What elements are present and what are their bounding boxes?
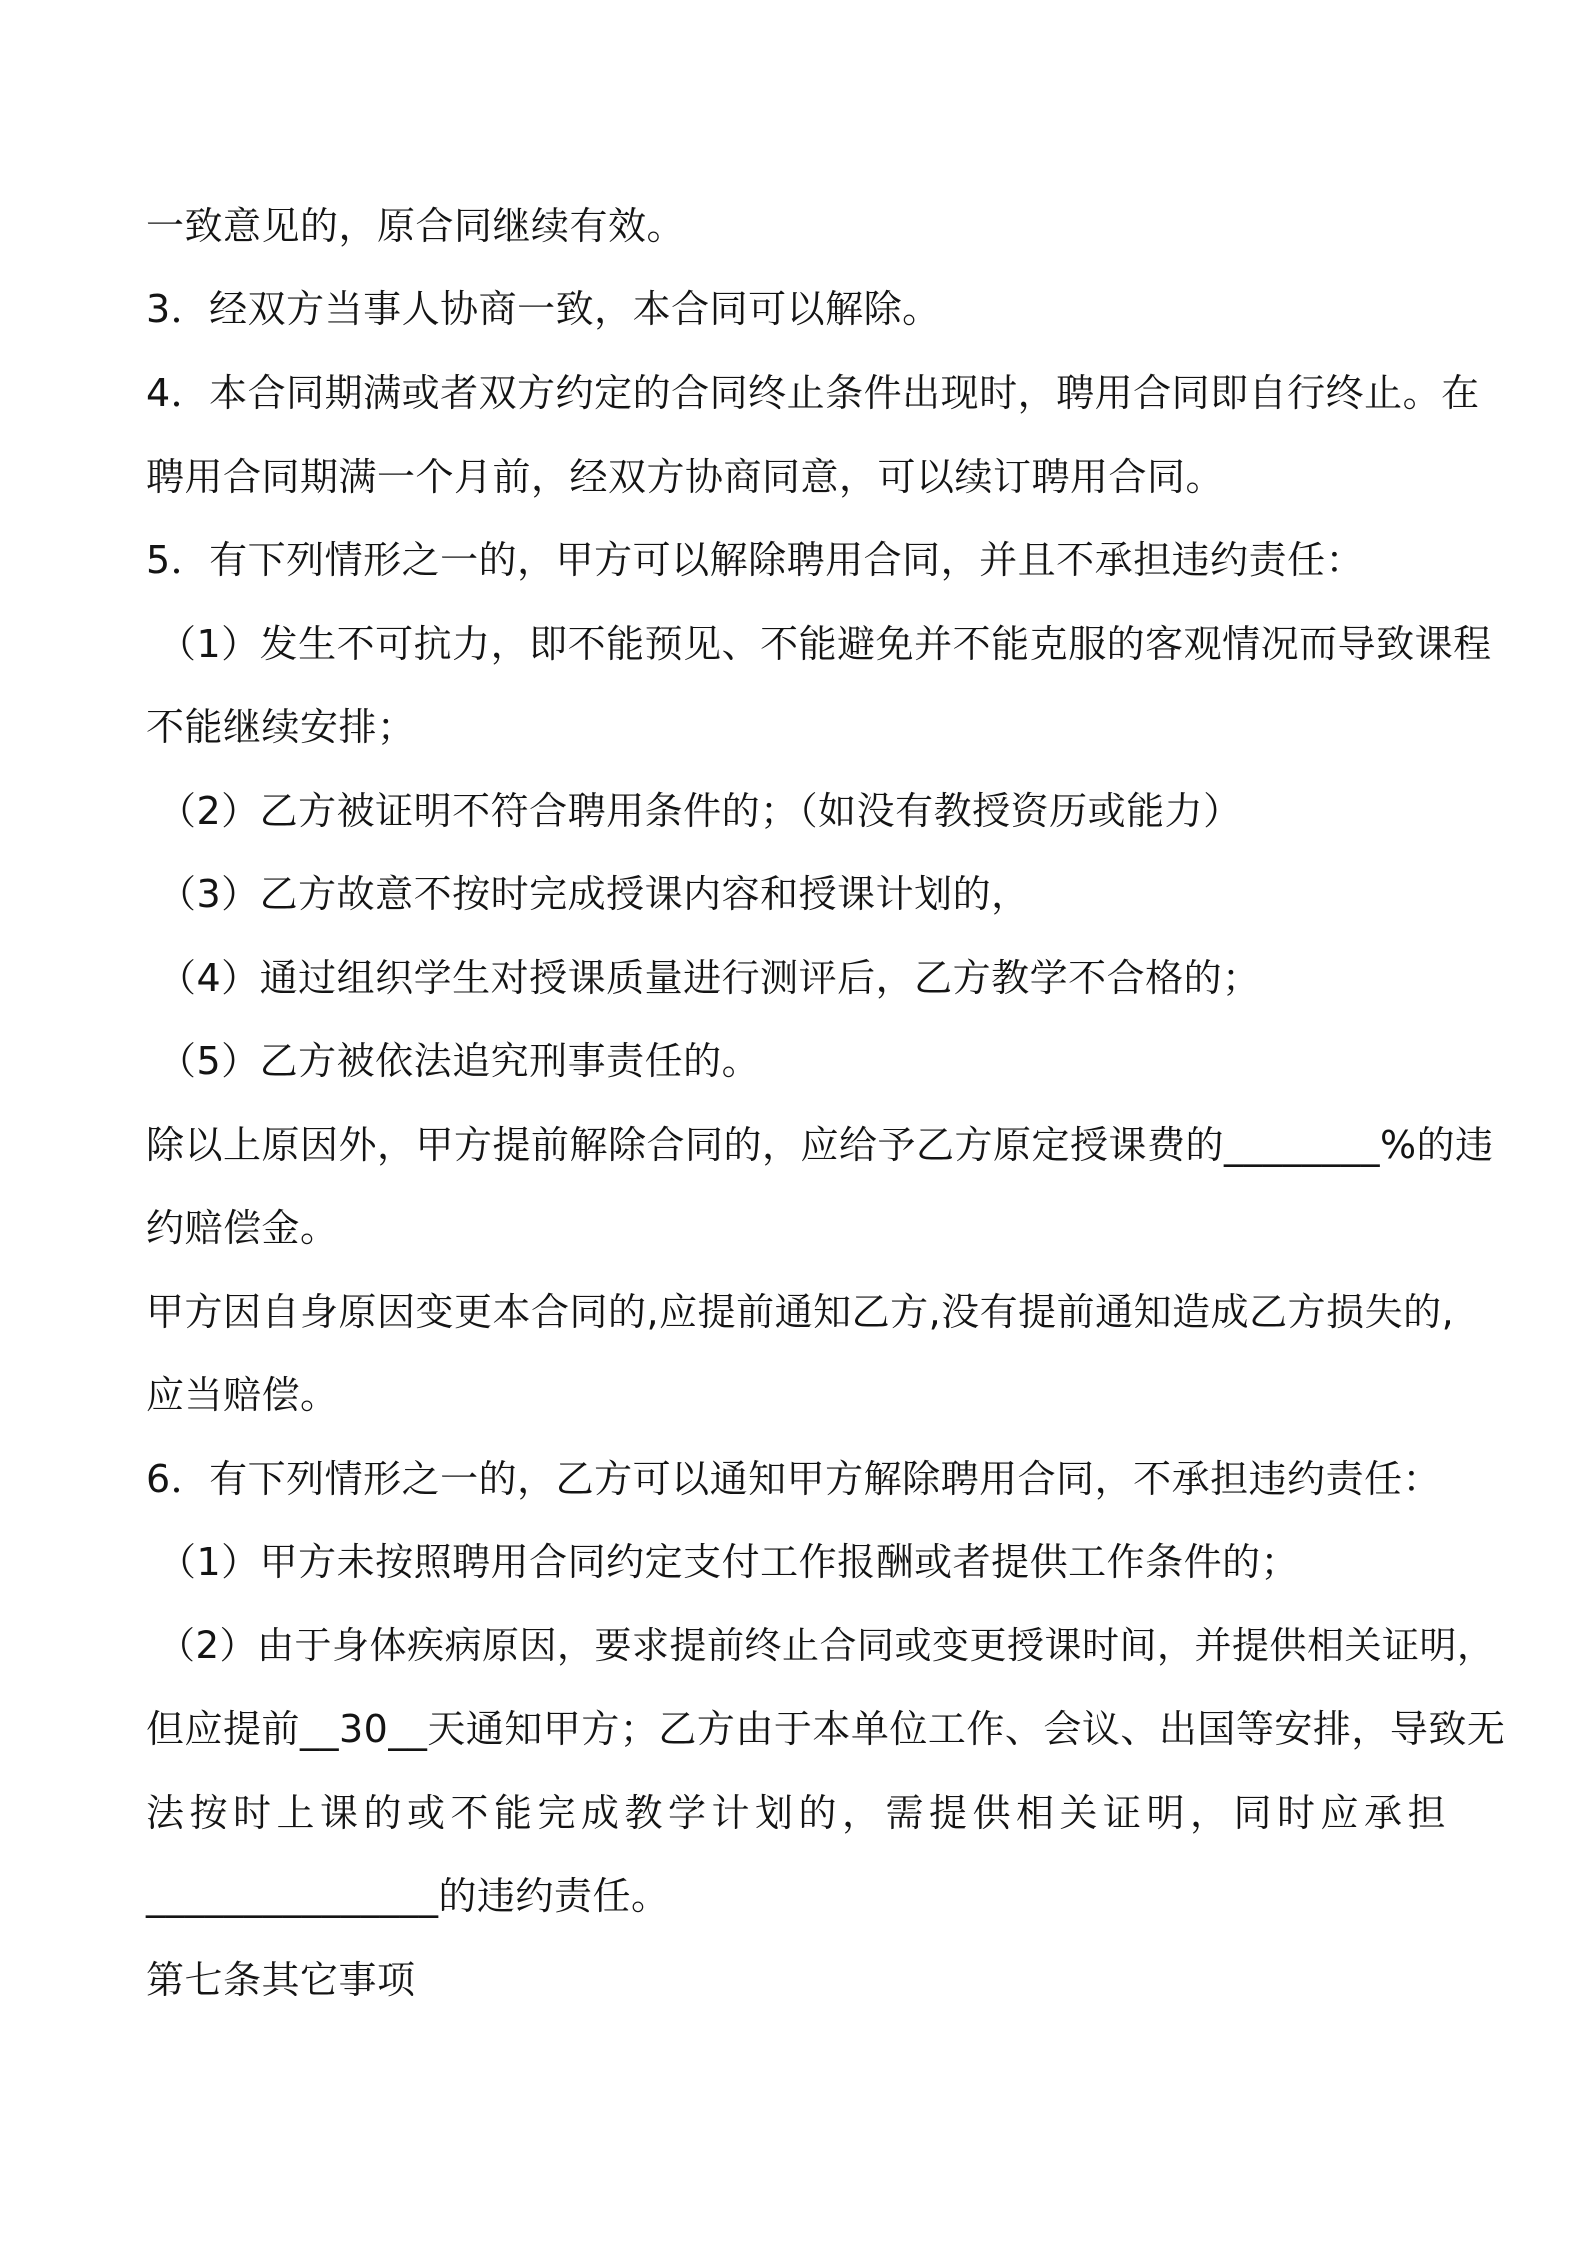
paragraph-line: 但应提前__30__天通知甲方；乙方由于本单位工作、会议、出国等安排，导致无: [146, 1707, 1506, 1751]
clause-5: 5．有下列情形之一的，甲方可以解除聘用合同，并且不承担违约责任：: [146, 538, 1365, 582]
paragraph-line: 聘用合同期满一个月前，经双方协商同意，可以续订聘用合同。: [146, 455, 1225, 499]
clause-6: 6．有下列情形之一的，乙方可以通知甲方解除聘用合同，不承担违约责任：: [146, 1457, 1442, 1501]
paragraph-line: 不能继续安排；: [146, 705, 416, 749]
clause-3: 3．经双方当事人协商一致，本合同可以解除。: [146, 287, 941, 331]
clause-5-item-2: （2）乙方被证明不符合聘用条件的；（如没有教授资历或能力）: [158, 789, 1242, 833]
clause-5-item-1: （1）发生不可抗力，即不能预见、不能避免并不能克服的客观情况而导致课程: [158, 622, 1492, 666]
penalty-paragraph: 除以上原因外，甲方提前解除合同的，应给予乙方原定授课费的________%的违: [146, 1123, 1494, 1167]
clause-6-item-2: （2）由于身体疾病原因，要求提前终止合同或变更授课时间，并提供相关证明，: [158, 1624, 1495, 1667]
paragraph-line: _______________的违约责任。: [146, 1874, 670, 1918]
clause-5-item-4: （4）通过组织学生对授课质量进行测评后，乙方教学不合格的；: [158, 956, 1261, 1000]
change-paragraph: 甲方因自身原因变更本合同的,应提前通知乙方,没有提前通知造成乙方损失的,: [146, 1290, 1455, 1334]
paragraph-line: 一致意见的，原合同继续有效。: [146, 204, 686, 248]
paragraph-line: 应当赔偿。: [146, 1373, 339, 1417]
clause-4: 4．本合同期满或者双方约定的合同终止条件出现时，聘用合同即自行终止。在: [146, 371, 1480, 415]
clause-6-item-1: （1）甲方未按照聘用合同约定支付工作报酬或者提供工作条件的；: [158, 1540, 1300, 1584]
section-heading-article-7: 第七条其它事项: [146, 1958, 416, 2002]
clause-5-item-5: （5）乙方被依法追究刑事责任的。: [158, 1039, 761, 1083]
paragraph-line: 约赔偿金。: [146, 1206, 339, 1250]
clause-5-item-3: （3）乙方故意不按时完成授课内容和授课计划的，: [158, 872, 1030, 916]
paragraph-line: 法按时上课的或不能完成教学计划的，需提供相关证明，同时应承担: [146, 1791, 1446, 1835]
